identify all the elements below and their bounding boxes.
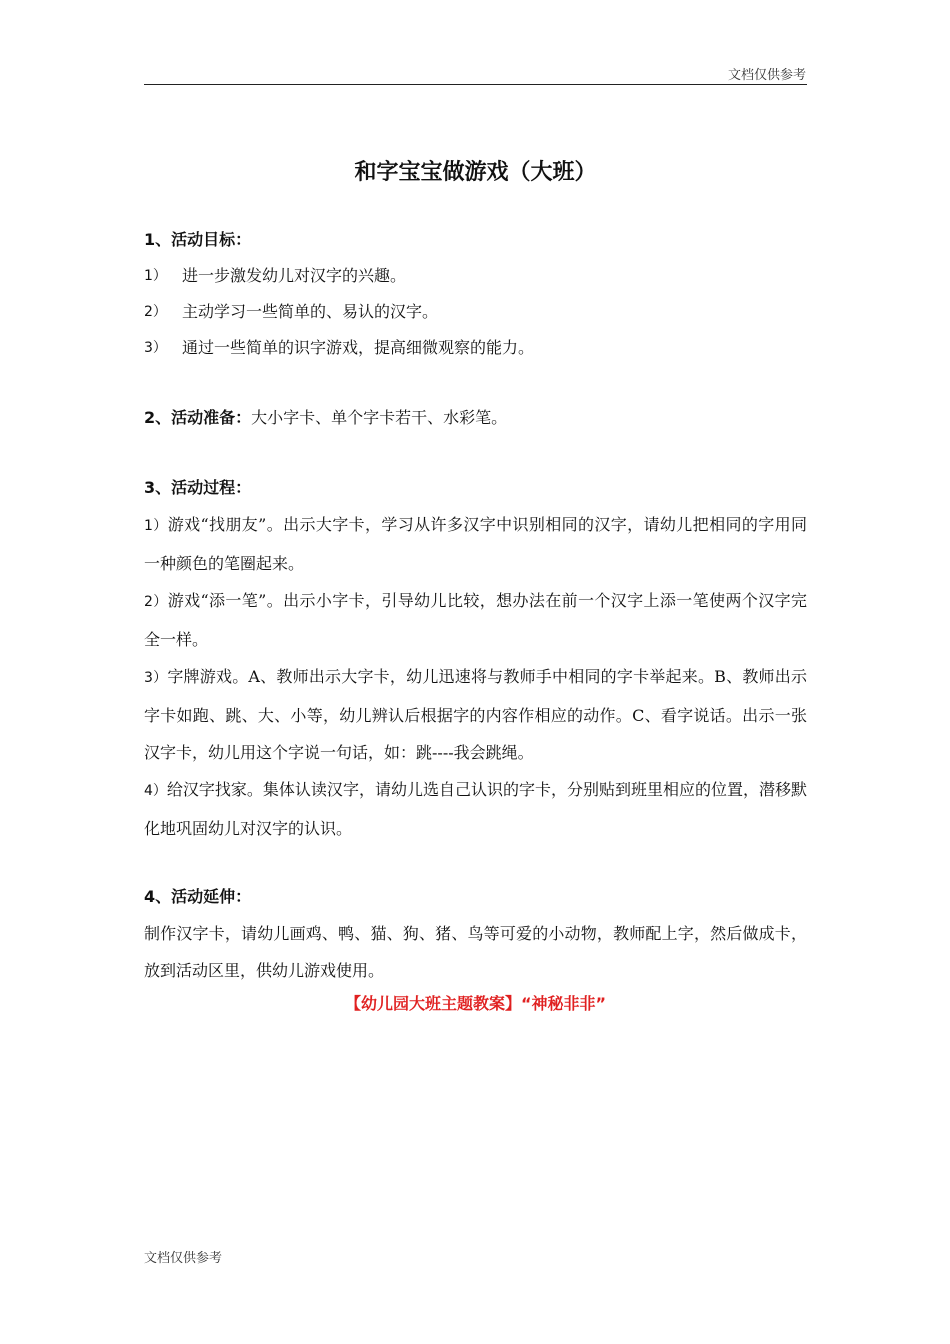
list-number: 2） [144, 304, 167, 320]
list-text: 通过一些简单的识字游戏，提高细微观察的能力。 [182, 338, 535, 357]
header-note: 文档仅供参考 [727, 68, 806, 83]
list-item [144, 258, 807, 294]
header-rule [144, 84, 807, 85]
section-process [144, 470, 807, 847]
document-body [144, 100, 807, 1019]
step-number: 2） [144, 594, 168, 610]
section-heading-goals: 1、活动目标： [144, 230, 252, 249]
section-preparation [144, 400, 807, 436]
process-step [144, 582, 807, 658]
step-text: 游戏“找朋友”。出示大字卡，学习从许多汉字中识别相同的汉字，请幼儿把相同的字用同一种颜色的笔圈起来。 [144, 515, 807, 573]
list-number: 3） [144, 340, 167, 356]
list-text: 进一步激发幼儿对汉字的兴趣。 [182, 266, 407, 285]
process-step [144, 658, 807, 771]
step-number: 4） [144, 783, 167, 799]
section-extension [144, 879, 807, 989]
list-item [144, 294, 807, 330]
process-step [144, 506, 807, 582]
step-text: 游戏“添一笔”。出示小字卡，引导幼儿比较，想办法在前一个汉字上添一笔使两个汉字完全一样。 [144, 591, 807, 649]
step-number: 3） [144, 670, 168, 686]
section-goals [144, 222, 807, 366]
list-text: 主动学习一些简单的、易认的汉字。 [182, 302, 439, 321]
step-number: 1） [144, 518, 168, 534]
footer-note: 文档仅供参考 [144, 1251, 223, 1266]
process-step [144, 771, 807, 847]
related-lesson-link[interactable]: 【幼儿园大班主题教案】“神秘非非” [344, 994, 607, 1013]
list-item [144, 330, 807, 366]
page-title: 和字宝宝做游戏（大班） [354, 160, 597, 185]
section-heading-process: 3、活动过程： [144, 478, 252, 497]
step-text: 给汉字找家。集体认读汉字，请幼儿选自己认识的字卡，分别贴到班里相应的位置，潜移默化地巩固幼儿对汉字的认识。 [144, 780, 807, 838]
step-text: 字牌游戏。A、教师出示大字卡，幼儿迅速将与教师手中相同的字卡举起来。B、教师出示字卡如跑、跳、大、小等，幼儿辨认后根据字的内容作相应的动作。C、看字说话。出示一张汉字卡，幼儿用这个字说一句话，如：跳----我会跳绳。 [144, 667, 807, 762]
list-number: 1） [144, 268, 167, 284]
section-heading-extension: 4、活动延伸： [144, 887, 252, 906]
preparation-text: 大小字卡、单个字卡若干、水彩笔。 [251, 408, 508, 427]
extension-text: 制作汉字卡，请幼儿画鸡、鸭、猫、狗、猪、鸟等可爱的小动物，教师配上字，然后做成卡，放到活动区里，供幼儿游戏使用。 [144, 924, 807, 980]
section-heading-preparation: 2、活动准备： [144, 408, 252, 427]
